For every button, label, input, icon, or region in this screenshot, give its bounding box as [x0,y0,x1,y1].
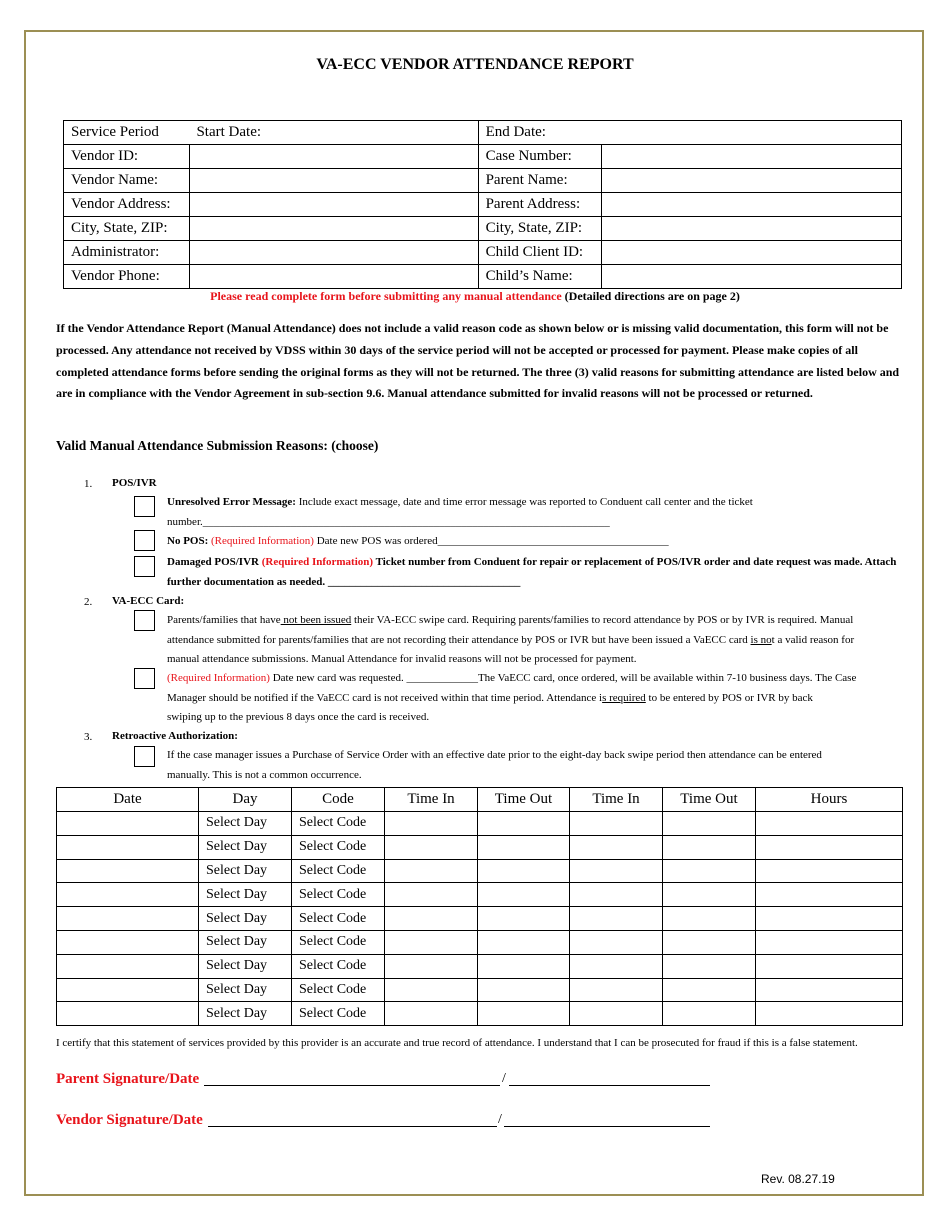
time-out-cell[interactable] [478,930,570,954]
column-header: Hours [756,788,903,812]
attendance-row [57,954,903,978]
vendor-id-label: Vendor ID: [64,145,190,169]
child-name-field[interactable] [601,265,901,289]
time-out-cell[interactable] [478,954,570,978]
date-cell[interactable] [57,907,199,931]
no-pos-checkbox[interactable] [134,530,155,551]
directions-page-ref: (Detailed directions are on page 2) [564,289,740,303]
code-select[interactable]: Select Code [292,930,385,954]
code-select[interactable]: Select Code [292,907,385,931]
date-cell[interactable] [57,978,199,1002]
attendance-row [57,930,903,954]
retroactive-text [167,746,907,785]
parent-address-label: Parent Address: [478,193,601,217]
column-header: Time Out [478,788,570,812]
card-text-part: Parents/families that have [167,614,281,626]
no-pos-label: No POS: [167,535,209,547]
damaged-pos-checkbox[interactable] [134,556,155,577]
card-text-part: swiping up to the previous 8 days once the card is received. [167,711,430,723]
damaged-pos-label: Damaged POS/IVR [167,556,259,568]
column-header: Code [292,788,385,812]
hours-cell[interactable] [756,812,903,836]
info-row [64,169,902,193]
code-select[interactable]: Select Code [292,954,385,978]
parent-city-field[interactable] [601,217,901,241]
certification-statement: I certify that this statement of services provided by this provider is an accurate and true record of attendance. I understand that I can be prosecuted for fraud if this is a false statement. [56,1037,858,1049]
card-text-part: attendance submitted for parents/families that are not recording their attendance by POS or IVR but have been issued a VaECC card [167,633,751,646]
child-client-id-label: Child Client ID: [478,241,601,265]
section-3-number: 3. [84,731,93,743]
no-pos-desc: Date new POS was ordered__________________________________________ [313,535,669,547]
hours-cell[interactable] [756,954,903,978]
time-out-cell[interactable] [663,859,756,883]
column-header: Time Out [663,788,756,812]
attendance-row [57,978,903,1002]
ticket-number-line: number.__________________________________________________________________________ [167,515,610,528]
time-in-cell[interactable] [385,1002,478,1026]
time-out-cell[interactable] [663,835,756,859]
time-out-cell[interactable] [663,954,756,978]
end-date-field[interactable] [478,121,901,145]
vendor-info-table [63,120,902,289]
unresolved-error-label: Unresolved Error Message: [167,496,296,508]
hours-cell[interactable] [756,1002,903,1026]
info-row [64,217,902,241]
day-select[interactable]: Select Day [199,883,292,907]
time-in-cell[interactable] [570,812,663,836]
time-in-cell[interactable] [385,978,478,1002]
no-pos-required: (Required Information) [208,535,314,547]
vendor-city-field[interactable] [189,217,478,241]
retroactive-desc: manually. This is not a common occurrence. [167,768,362,781]
attendance-row [57,907,903,931]
day-select[interactable]: Select Day [199,930,292,954]
time-in-cell[interactable] [385,883,478,907]
damaged-pos-line: further documentation as needed. ___________________________________ [167,575,521,588]
time-in-cell[interactable] [570,907,663,931]
start-date-label: Start Date: [196,124,262,140]
date-cell[interactable] [57,859,199,883]
date-cell[interactable] [57,930,199,954]
vendor-phone-field[interactable] [189,265,478,289]
card-not-issued-checkbox[interactable] [134,610,155,631]
time-out-cell[interactable] [478,835,570,859]
hours-cell[interactable] [756,835,903,859]
revision-label: Rev. 08.27.19 [761,1172,835,1186]
vendor-address-label: Vendor Address: [64,193,190,217]
attendance-row [57,1002,903,1026]
time-out-cell[interactable] [663,812,756,836]
date-cell[interactable] [57,835,199,859]
info-row [64,241,902,265]
parent-name-label: Parent Name: [478,169,601,193]
day-select[interactable]: Select Day [199,1002,292,1026]
time-out-cell[interactable] [478,978,570,1002]
time-out-cell[interactable] [478,883,570,907]
day-select[interactable]: Select Day [199,954,292,978]
administrator-field[interactable] [189,241,478,265]
vendor-date-separator: / [498,1112,502,1127]
service-period-label: Service Period [64,121,190,145]
code-select[interactable]: Select Code [292,1002,385,1026]
time-out-cell[interactable] [663,978,756,1002]
card-text-part: Date new card was requested. _____________The VaECC card, once ordered, will be available within 7-10 business days. The Case [269,672,857,684]
time-in-cell[interactable] [570,978,663,1002]
attendance-body [57,812,903,1026]
time-in-cell[interactable] [385,859,478,883]
card-requested-required: (Required Information) [167,672,270,684]
column-header: Date [57,788,199,812]
hours-cell[interactable] [756,883,903,907]
vendor-name-field[interactable] [189,169,478,193]
hours-cell[interactable] [756,930,903,954]
time-in-cell[interactable] [385,930,478,954]
start-date-field[interactable] [189,121,478,145]
attendance-row [57,812,903,836]
code-select[interactable]: Select Code [292,859,385,883]
attendance-row [57,835,903,859]
code-select[interactable]: Select Code [292,978,385,1002]
case-number-label: Case Number: [478,145,601,169]
card-text-part: Manager should be notified if the VaECC card is not received within that time period. Attendance i [167,691,603,704]
damaged-pos-desc: Ticket number from Conduent for repair or replacement of POS/IVR order and date request was made. Attach [373,556,897,568]
info-row [64,193,902,217]
no-pos-text [167,532,907,552]
card-text-underline: is no [750,633,772,646]
retroactive-desc: If the case manager issues a Purchase of Service Order with an effective date prior to the eight-day back swipe period then attendance can be entered [167,749,822,761]
attendance-row [57,859,903,883]
administrator-label: Administrator: [64,241,190,265]
section-3-title: Retroactive Authorization: [112,730,238,742]
parent-signature-line[interactable] [204,1085,500,1086]
info-row [64,265,902,289]
vendor-id-field[interactable] [189,145,478,169]
vendor-city-label: City, State, ZIP: [64,217,190,241]
reasons-heading: Valid Manual Attendance Submission Reasons: (choose) [56,438,379,453]
time-out-cell[interactable] [478,812,570,836]
card-not-issued-text [167,611,907,670]
parent-signature-label: Parent Signature/Date [56,1071,200,1087]
damaged-pos-text [167,553,907,592]
child-name-label: Child’s Name: [478,265,601,289]
hours-cell[interactable] [756,978,903,1002]
info-row [64,145,902,169]
parent-date-separator: / [502,1071,506,1086]
vendor-signature-label: Vendor Signature/Date [56,1112,203,1128]
time-in-cell[interactable] [385,907,478,931]
section-2-number: 2. [84,596,93,608]
time-in-cell[interactable] [385,835,478,859]
directions-note [0,289,950,304]
card-requested-text [167,669,907,728]
directions-warning: Please read complete form before submitting any manual attendance [210,289,562,303]
section-1-number: 1. [84,478,93,490]
date-cell[interactable] [57,954,199,978]
time-in-cell[interactable] [385,954,478,978]
unresolved-error-desc: Include exact message, date and time error message was reported to Conduent call center and the ticket [295,496,753,508]
unresolved-error-checkbox[interactable] [134,496,155,517]
time-in-cell[interactable] [570,859,663,883]
vendor-name-label: Vendor Name: [64,169,190,193]
time-in-cell[interactable] [570,835,663,859]
time-out-cell[interactable] [663,930,756,954]
time-in-cell[interactable] [570,1002,663,1026]
card-text-part: t a valid reason for [771,633,855,646]
unresolved-error-text [167,493,907,532]
time-out-cell[interactable] [478,859,570,883]
time-out-cell[interactable] [478,907,570,931]
card-text-part: to be entered by POS or IVR by back [645,691,813,704]
parent-date-line[interactable] [509,1085,710,1086]
code-select[interactable]: Select Code [292,835,385,859]
day-select[interactable]: Select Day [199,835,292,859]
attendance-header-row [57,788,903,812]
parent-address-field[interactable] [601,193,901,217]
date-cell[interactable] [57,883,199,907]
time-in-cell[interactable] [570,930,663,954]
card-text-underline: not been issued [280,614,352,626]
code-select[interactable]: Select Code [292,812,385,836]
vendor-date-line[interactable] [504,1126,710,1127]
hours-cell[interactable] [756,907,903,931]
form-title: VA-ECC VENDOR ATTENDANCE REPORT [316,56,634,73]
date-cell[interactable] [57,812,199,836]
parent-name-field[interactable] [601,169,901,193]
day-select[interactable]: Select Day [199,978,292,1002]
time-out-cell[interactable] [663,907,756,931]
child-client-id-field[interactable] [601,241,901,265]
attendance-table [56,787,903,1026]
day-select[interactable]: Select Day [199,859,292,883]
service-period-row [64,121,902,145]
vendor-phone-label: Vendor Phone: [64,265,190,289]
card-requested-checkbox[interactable] [134,668,155,689]
column-header: Day [199,788,292,812]
retroactive-checkbox[interactable] [134,746,155,767]
day-select[interactable]: Select Day [199,812,292,836]
code-select[interactable]: Select Code [292,883,385,907]
column-header: Time In [385,788,478,812]
card-text-part: their VA-ECC swipe card. Requiring parents/families to record attendance by POS or by IVR is required. Manual [351,614,854,626]
parent-city-label: City, State, ZIP: [478,217,601,241]
time-in-cell[interactable] [570,883,663,907]
damaged-pos-required: (Required Information) [258,556,374,568]
time-in-cell[interactable] [570,954,663,978]
date-cell[interactable] [57,1002,199,1026]
card-text-part: manual attendance submissions. Manual Attendance for invalid reasons will not be processed for payment. [167,653,637,665]
card-text-underline: s required [602,691,646,704]
time-out-cell[interactable] [663,883,756,907]
case-number-field[interactable] [601,145,901,169]
vendor-address-field[interactable] [189,193,478,217]
vendor-signature-line[interactable] [208,1126,497,1127]
section-1-title: POS/IVR [112,477,157,489]
time-out-cell[interactable] [663,1002,756,1026]
instructions-paragraph: If the Vendor Attendance Report (Manual Attendance) does not include a valid reason code as shown below or is missing valid documentation, this form will not be processed. Any attendance not received by VDSS within 30 days of the service period will not be accepted or processed for payment. Please make copies of all completed attendance forms before sending the original forms as they will not be returned. The three (3) valid reasons for submitting attendance are listed below and are in compliance with the Vendor Agreement in sub-section 9.6. Manual attendance submitted for invalid reasons will not be processed or returned. [56,321,900,401]
hours-cell[interactable] [756,859,903,883]
time-in-cell[interactable] [385,812,478,836]
day-select[interactable]: Select Day [199,907,292,931]
section-2-title: VA-ECC Card: [112,595,185,607]
attendance-row [57,883,903,907]
end-date-label: End Date: [485,124,546,140]
time-out-cell[interactable] [478,1002,570,1026]
column-header: Time In [570,788,663,812]
